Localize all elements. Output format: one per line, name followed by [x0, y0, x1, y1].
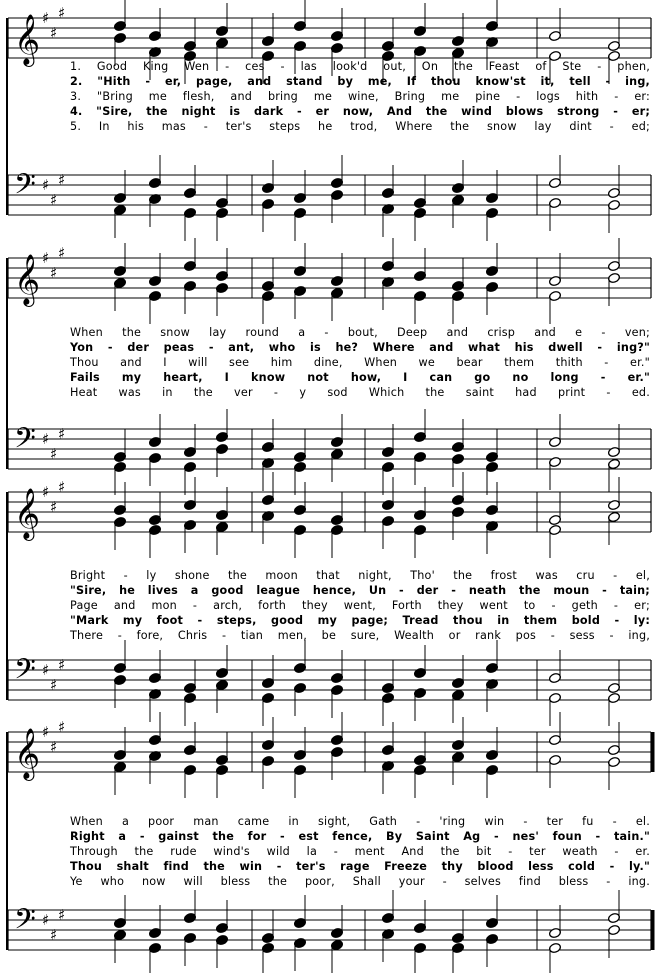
- sharp-icon: ♯: [42, 661, 50, 679]
- sharp-icon: ♯: [42, 9, 50, 27]
- lyric-line-verse-3: Thou and I will see him dine, When we bear them thith - er.": [70, 356, 650, 369]
- treble-clef-icon: 𝄞: [14, 488, 41, 539]
- sharp-icon: ♯: [50, 738, 58, 756]
- sharp-icon: ♯: [50, 498, 58, 516]
- treble-staff: [0, 478, 656, 542]
- lyric-line-verse-2: 2. "Hith - er, page, and stand by me, If thou know'st it, tell - ing,: [70, 75, 650, 88]
- system-1: [0, 0, 656, 244]
- lyrics-block: [70, 59, 650, 134]
- lyric-line-verse-5: There - fore, Chris - tian men, be sure, Wealth or rank pos - sess - ing,: [70, 629, 650, 642]
- sharp-icon: ♯: [50, 191, 58, 209]
- lyric-line-verse-4: Fails my heart, I know not how, I can go no long - er.": [70, 371, 650, 384]
- system-connector: [6, 492, 8, 700]
- lyric-line-verse-2: Yon - der peas - ant, who is he? Where and what his dwell - ing?": [70, 341, 650, 354]
- sharp-icon: ♯: [58, 656, 66, 674]
- lyric-line-verse-4: 4. "Sire, the night is dark - er now, And the wind blows strong - er;: [70, 105, 650, 118]
- system-connector: [6, 258, 8, 469]
- sharp-icon: ♯: [58, 244, 66, 262]
- sharp-icon: ♯: [50, 445, 58, 463]
- lyric-line-verse-1: When a poor man came in sight, Gath - 'ring win - ter fu - el.: [70, 815, 650, 828]
- system-connector: [6, 732, 8, 950]
- bass-staff: [0, 165, 656, 225]
- lyrics-block: [70, 568, 650, 643]
- lyric-line-verse-1: When the snow lay round a - bout, Deep and crisp and e - ven;: [70, 326, 650, 339]
- sharp-icon: ♯: [50, 676, 58, 694]
- sharp-icon: ♯: [58, 478, 66, 496]
- treble-clef-icon: 𝄞: [14, 14, 41, 65]
- sharp-icon: ♯: [50, 264, 58, 282]
- bass-staff: [0, 419, 656, 479]
- sharp-icon: ♯: [50, 926, 58, 944]
- lyric-line-verse-5: Heat was in the ver - y sod Which the saint had print - ed.: [70, 386, 650, 399]
- lyric-line-verse-4: "Mark my foot - steps, good my page; Tread thou in them bold - ly:: [70, 614, 650, 627]
- sharp-icon: ♯: [42, 911, 50, 929]
- lyric-line-verse-3: Page and mon - arch, forth they went, Forth they went to - geth - er;: [70, 599, 650, 612]
- sharp-icon: ♯: [58, 718, 66, 736]
- sharp-icon: ♯: [58, 425, 66, 443]
- sharp-icon: ♯: [50, 24, 58, 42]
- bass-staff: [0, 900, 656, 960]
- system-4: [0, 718, 656, 973]
- lyric-line-verse-3: Through the rude wind's wild la - ment And the bit - ter weath - er.: [70, 845, 650, 858]
- sharp-icon: ♯: [58, 171, 66, 189]
- lyric-line-verse-1: Bright - ly shone the moon that night, Tho' the frost was cru - el,: [70, 569, 650, 582]
- bass-clef-icon: 𝄢: [14, 653, 36, 693]
- bass-clef-icon: 𝄢: [14, 903, 36, 943]
- system-2: [0, 244, 656, 490]
- system-3: [0, 478, 656, 730]
- lyrics-block: [70, 814, 650, 889]
- treble-clef-icon: 𝄞: [14, 254, 41, 305]
- sharp-icon: ♯: [42, 723, 50, 741]
- sharp-icon: ♯: [42, 249, 50, 267]
- lyric-line-verse-2: Right a - gainst the for - est fence, By Saint Ag - nes' foun - tain.": [70, 830, 650, 843]
- lyrics-block: [70, 325, 650, 400]
- bass-clef-icon: 𝄢: [14, 168, 36, 208]
- treble-staff: [0, 244, 656, 308]
- sharp-icon: ♯: [42, 483, 50, 501]
- lyric-line-verse-4: Thou shalt find the win - ter's rage Freeze thy blood less cold - ly.": [70, 860, 650, 873]
- treble-staff: [0, 718, 656, 782]
- bass-staff: [0, 650, 656, 710]
- lyric-line-verse-5: 5. In his mas - ter's steps he trod, Where the snow lay dint - ed;: [70, 120, 650, 133]
- lyric-line-verse-5: Ye who now will bless the poor, Shall your - selves find bless - ing.: [70, 875, 650, 888]
- treble-clef-icon: 𝄞: [14, 728, 41, 779]
- lyric-line-verse-2: "Sire, he lives a good league hence, Un - der - neath the moun - tain;: [70, 584, 650, 597]
- sharp-icon: ♯: [58, 4, 66, 22]
- sharp-icon: ♯: [42, 176, 50, 194]
- sharp-icon: ♯: [58, 906, 66, 924]
- sharp-icon: ♯: [42, 430, 50, 448]
- bass-clef-icon: 𝄢: [14, 422, 36, 462]
- lyric-line-verse-3: 3. "Bring me flesh, and bring me wine, Bring me pine - logs hith - er:: [70, 90, 650, 103]
- system-connector: [6, 18, 8, 215]
- lyric-line-verse-1: 1. Good King Wen - ces - las look'd out, On the Feast of Ste - phen,: [70, 60, 650, 73]
